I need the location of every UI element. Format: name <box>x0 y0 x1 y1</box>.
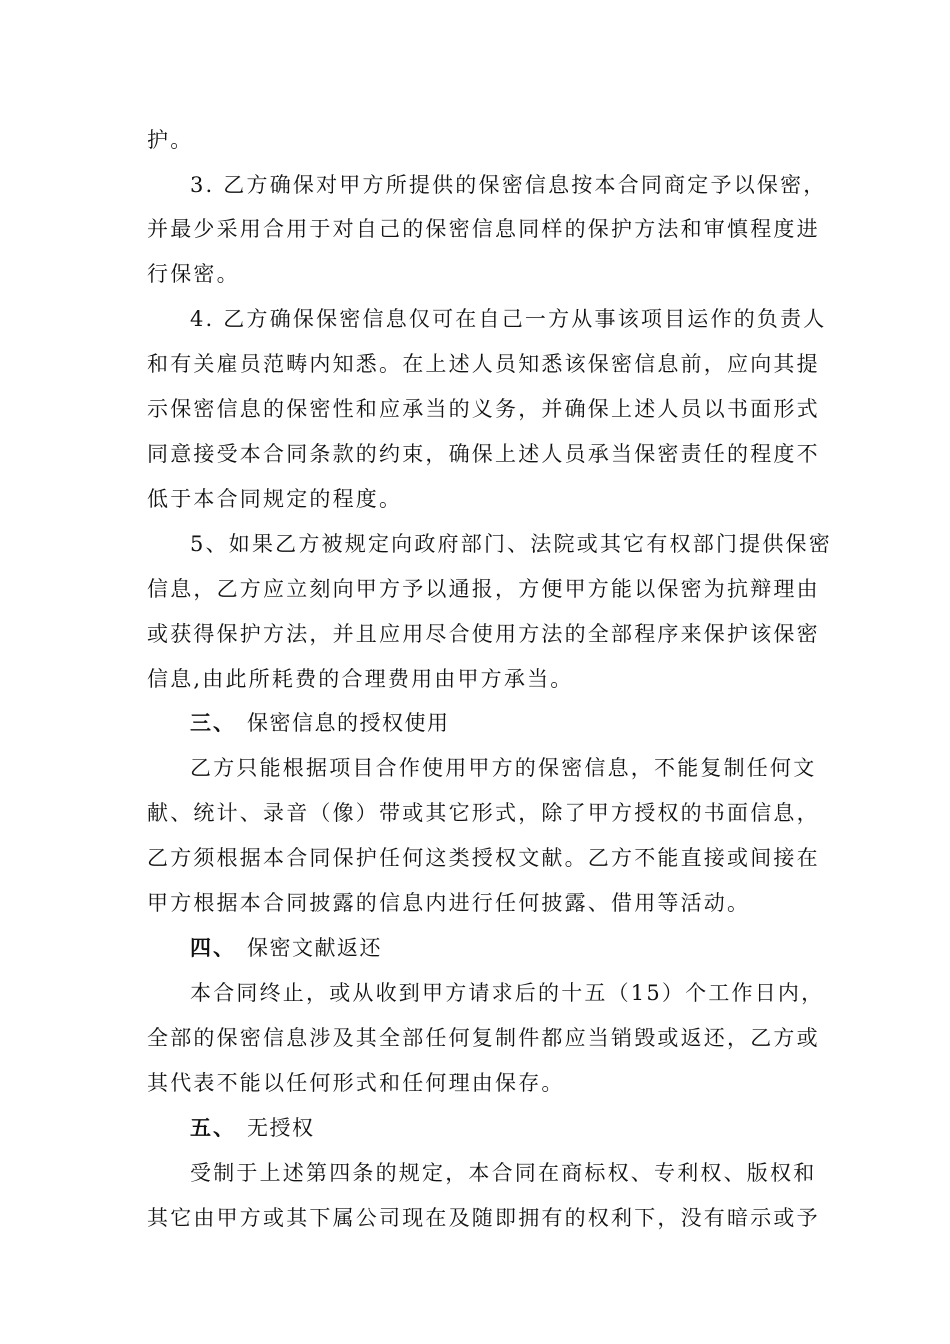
section-heading <box>190 708 450 738</box>
section-heading <box>190 933 382 963</box>
section-title: 无授权 <box>247 1116 315 1140</box>
text-line: 甲方根据本合同披露的信息内进行任何披露、借用等活动。 <box>147 891 751 915</box>
text-line: 乙方只能根据项目合作使用甲方的保密信息，不能复制任何文 <box>190 756 817 780</box>
text-line: 和有关雇员范畴内知悉。在上述人员知悉该保密信息前，应向其提 <box>147 352 820 376</box>
text-line: 示保密信息的保密性和应承当的义务，并确保上述人员以书面形式 <box>147 397 820 421</box>
text-line: 护。 <box>147 128 194 152</box>
text-line: 乙方须根据本合同保护任何这类授权文献。乙方不能直接或间接在 <box>147 846 820 870</box>
section-title: 保密文献返还 <box>247 936 382 960</box>
text-line: 受制于上述第四条的规定，本合同在商标权、专利权、版权和 <box>190 1161 817 1185</box>
text-line: 或获得保护方法，并且应用尽合使用方法的全部程序来保护该保密 <box>147 622 820 646</box>
text-line: 同意接受本合同条款的约束，确保上述人员承当保密责任的程度不 <box>147 442 820 466</box>
section-number: 三、 <box>190 711 236 735</box>
text-line: 5、如果乙方被规定向政府部门、法院或其它有权部门提供保密 <box>190 532 832 556</box>
text-line: 献、统计、录音（像）带或其它形式，除了甲方授权的书面信息， <box>147 801 820 825</box>
text-line: 4. 乙方确保保密信息仅可在自己一方从事该项目运作的负责人 <box>190 307 827 331</box>
section-title: 保密信息的授权使用 <box>247 711 450 735</box>
section-number: 四、 <box>190 936 236 960</box>
section-number: 五、 <box>190 1116 236 1140</box>
text-line: 行保密。 <box>147 262 240 286</box>
text-line: 其它由甲方或其下属公司现在及随即拥有的权利下，没有暗示或予 <box>147 1206 820 1230</box>
text-line: 信息，乙方应立刻向甲方予以通报，方便甲方能以保密为抗辩理由 <box>147 577 820 601</box>
text-line: 全部的保密信息涉及其全部任何复制件都应当销毁或返还，乙方或 <box>147 1026 820 1050</box>
text-line: 并最少采用合用于对自己的保密信息同样的保护方法和审慎程度进 <box>147 217 820 241</box>
text-line: 其代表不能以任何形式和任何理由保存。 <box>147 1071 565 1095</box>
text-line: 低于本合同规定的程度。 <box>147 487 403 511</box>
text-line: 3. 乙方确保对甲方所提供的保密信息按本合同商定予以保密， <box>190 173 827 197</box>
text-line: 信息,由此所耗费的合理费用由甲方承当。 <box>147 667 574 691</box>
section-heading <box>190 1113 315 1143</box>
text-line: 本合同终止，或从收到甲方请求后的十五（15）个工作日内， <box>190 981 825 1005</box>
